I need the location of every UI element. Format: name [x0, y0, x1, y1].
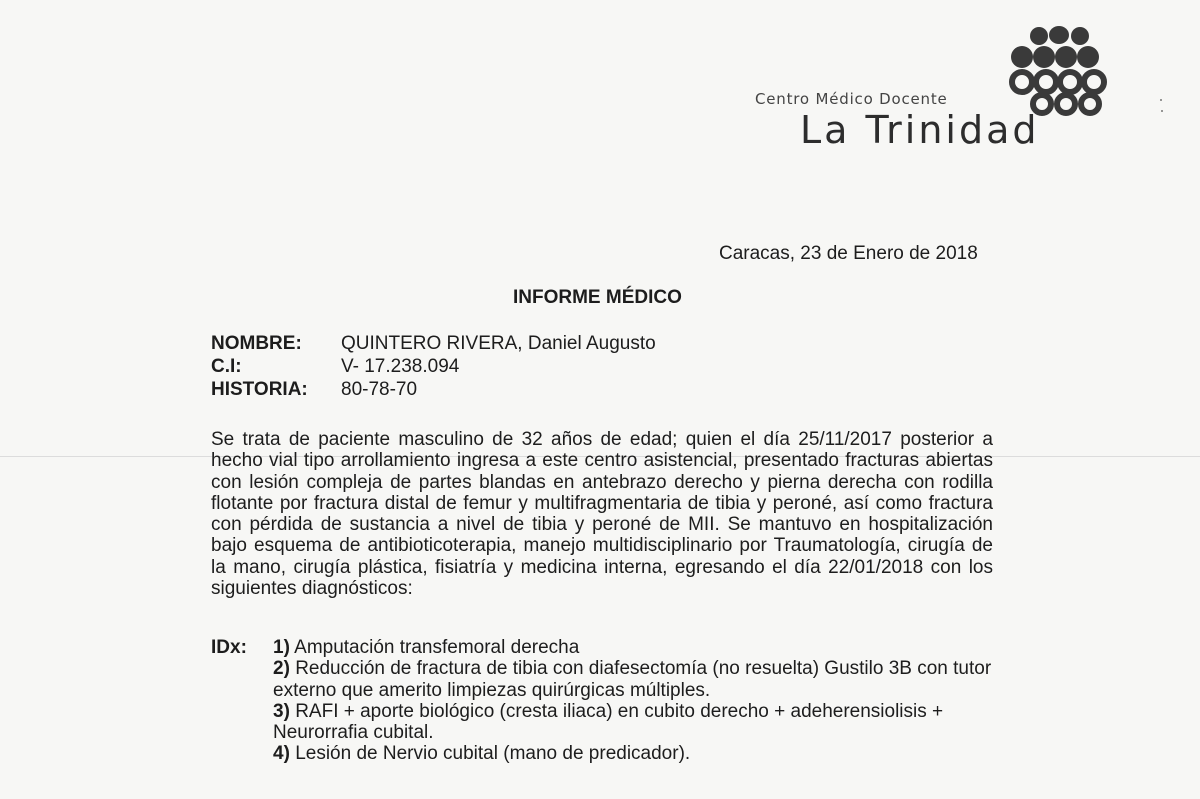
diagnosis-number: 2) [273, 658, 290, 680]
document-date: Caracas, 23 de Enero de 2018 [719, 243, 978, 264]
patient-history-row [211, 378, 656, 401]
diagnosis-text: Amputación transfemoral derecha [294, 637, 580, 658]
clinical-summary: Se trata de paciente masculino de 32 años de edad; quien el día 25/11/2017 posterior a hecho vial tipo arrollamiento ingresa a este centro asistencial, presentado fracturas abiertas con lesión compleja de partes blandas en antebrazo derecho y pierna derecha con rodilla flotante por fractura distal de femur y multifragmentaria de tibia y peroné, así como fractura con pérdida de sustancia a nivel de tibia y peroné de MII. Se mantuvo en hospitalización bajo esquema de antibioticoterapia, manejo multidisciplinario por Traumatología, cirugía de la mano, cirugía plástica, fisiatría y medicina interna, egresando el día 22/01/2018 con los siguientes diagnósticos: [211, 429, 993, 600]
patient-info [211, 332, 656, 401]
name-value: QUINTERO RIVERA, Daniel Augusto [341, 333, 656, 354]
logo-name: La Trinidad [800, 108, 1040, 152]
diagnosis-number: 3) [273, 700, 290, 722]
ci-value: V- 17.238.094 [341, 356, 460, 377]
history-label: HISTORIA: [211, 379, 308, 400]
page-title: INFORME MÉDICO [513, 287, 682, 308]
history-value: 80-78-70 [341, 379, 418, 400]
diagnosis-number: 1) [273, 637, 290, 658]
diagnosis-text: RAFI + aporte biológico (cresta iliaca) en cubito derecho + adeherensiolisis + Neurorrafia cubital. [273, 700, 944, 744]
list-item [273, 701, 993, 744]
scan-speck [1161, 110, 1163, 112]
scan-speck [1160, 99, 1162, 101]
list-item [273, 637, 993, 658]
diagnosis-number: 4) [273, 743, 290, 765]
diagnosis-text: Reducción de fractura de tibia con diafesectomía (no resuelta) Gustilo 3B con tutor externo que amerito limpiezas quirúrgicas múltiples. [273, 658, 992, 701]
idx-label: IDx: [211, 637, 247, 658]
patient-ci-row [211, 355, 656, 378]
list-item [273, 658, 993, 701]
diagnosis-text: Lesión de Nervio cubital (mano de predicador). [295, 743, 691, 765]
grape-cluster-icon [1006, 24, 1111, 121]
ci-label: C.I: [211, 356, 242, 377]
diagnoses-list [273, 637, 993, 765]
logo-subtitle: Centro Médico Docente [755, 90, 948, 108]
list-item [273, 743, 993, 764]
patient-name-row [211, 332, 656, 355]
name-label: NOMBRE: [211, 333, 302, 354]
